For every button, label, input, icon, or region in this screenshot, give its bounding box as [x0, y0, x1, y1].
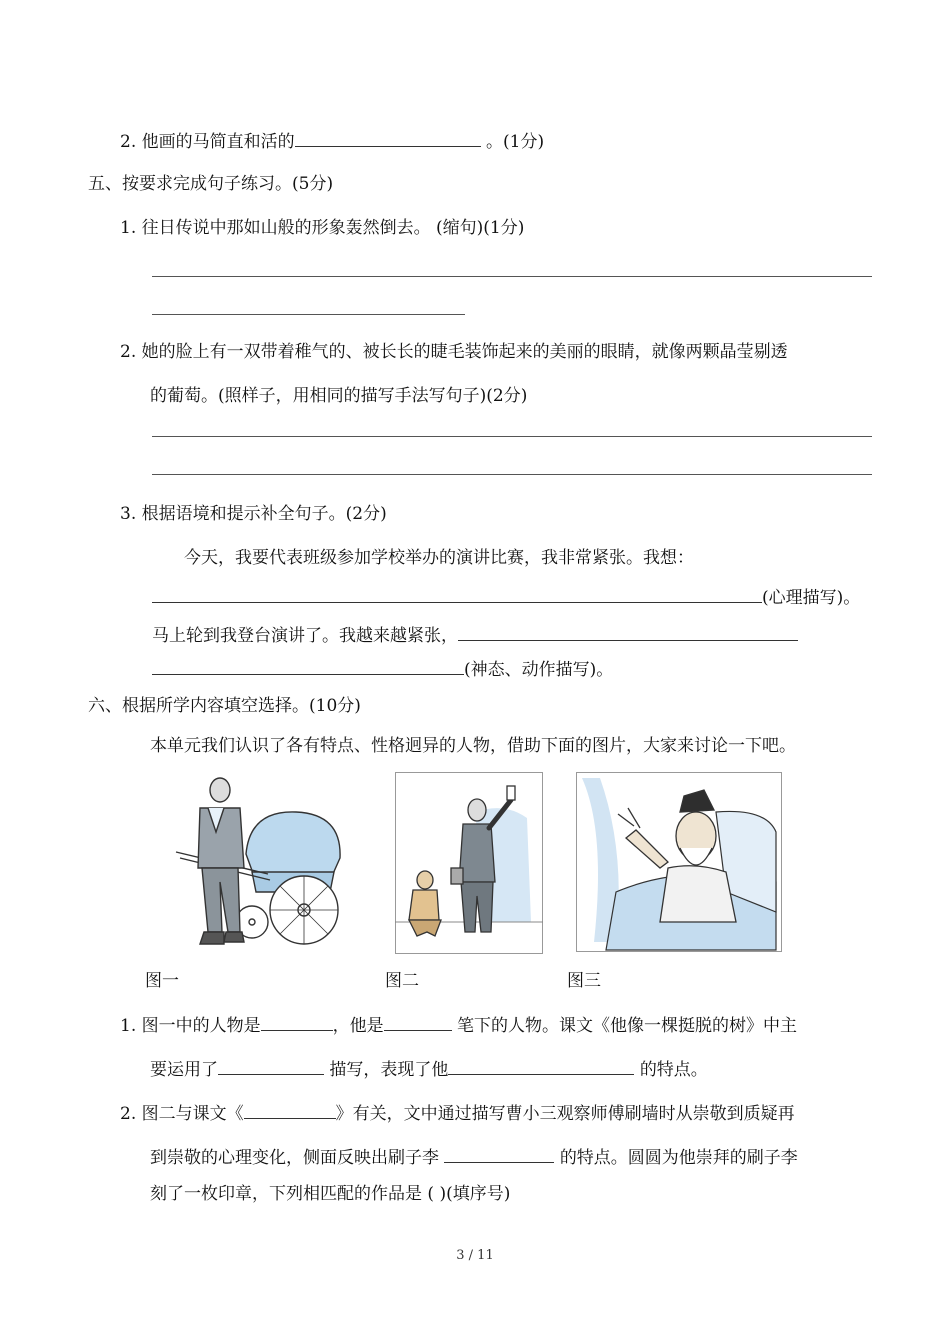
figure-1-rickshaw-image [172, 772, 344, 952]
s6-q2-line1 [120, 1100, 795, 1126]
s5-q3-line3 [152, 656, 613, 682]
s6-q2-line3: 刻了一枚印章，下列相匹配的作品是 ( )(填序号) [150, 1184, 511, 1204]
answer-line[interactable] [152, 314, 465, 315]
answer-blank[interactable] [384, 1012, 452, 1031]
s4-q2-text: 2. 他画的马简直和活的 [120, 132, 295, 152]
answer-blank[interactable] [458, 622, 798, 641]
s5-q2-line2: 的葡萄。(照样子，用相同的描写手法写句子)(2分) [150, 386, 528, 406]
s4-q2-end: 。(1分) [486, 132, 545, 152]
hint-psych: (心理描写)。 [762, 588, 861, 608]
page-number: 3 / 11 [456, 1248, 494, 1263]
figure-3-caption: 图三 [567, 971, 601, 991]
s6-q2-line2 [150, 1144, 798, 1170]
s5-q3-line2 [152, 622, 798, 648]
s4-q2-line [120, 128, 544, 154]
s6-intro: 本单元我们认识了各有特点、性格迥异的人物，借助下面的图片，大家来讨论一下吧。 [150, 736, 796, 756]
answer-blank[interactable] [152, 584, 762, 603]
s5-q3: 3. 根据语境和提示补全句子。(2分) [120, 504, 387, 524]
s6-q1-c: 笔下的人物。课文《他像一棵挺脱的树》中主 [457, 1016, 798, 1036]
s5-q3-line1 [152, 584, 860, 610]
answer-line[interactable] [152, 276, 872, 277]
s5-q3-context: 今天，我要代表班级参加学校举办的演讲比赛，我非常紧张。我想： [184, 548, 694, 568]
answer-blank[interactable] [448, 1056, 634, 1075]
figure-2-painter-image [395, 772, 543, 954]
section-6-title: 六、根据所学内容填空选择。(10分) [88, 696, 361, 716]
s5-q3-line2-text: 马上轮到我登台演讲了。我越来越紧张， [152, 626, 458, 646]
s6-q2-c: 到崇敬的心理变化，侧面反映出刷子李 [150, 1148, 439, 1168]
s6-q1-line1 [120, 1012, 797, 1038]
answer-line[interactable] [152, 474, 872, 475]
s6-q2-d: 的特点。圆圆为他崇拜的刷子李 [559, 1148, 798, 1168]
answer-blank[interactable] [444, 1144, 554, 1163]
s6-q1-b: ，他是 [332, 1016, 384, 1036]
hint-action: (神态、动作描写)。 [464, 660, 614, 680]
s6-q1-line2 [150, 1056, 708, 1082]
figure-2-caption: 图二 [385, 971, 419, 991]
s6-q1-d: 要运用了 [150, 1060, 218, 1080]
s6-q1-f: 的特点。 [639, 1060, 708, 1080]
section-5-title: 五、按要求完成句子练习。(5分) [88, 174, 334, 194]
s6-q1-e: 描写，表现了他 [329, 1060, 449, 1080]
figure-3-old-man-image [576, 772, 782, 952]
s5-q2-line1: 2. 她的脸上有一双带着稚气的、被长长的睫毛装饰起来的美丽的眼睛，就像两颗晶莹剔透 [120, 342, 788, 362]
answer-blank[interactable] [261, 1012, 333, 1031]
s5-q1: 1. 往日传说中那如山般的形象轰然倒去。 (缩句)(1分) [120, 218, 525, 238]
answer-blank[interactable] [295, 128, 481, 147]
answer-blank[interactable] [152, 656, 464, 675]
s6-q2-b: 》有关，文中通过描写曹小三观察师傅刷墙时从崇敬到质疑再 [335, 1104, 795, 1124]
figure-1-caption: 图一 [145, 971, 179, 991]
s6-q1-a: 1. 图一中的人物是 [120, 1016, 261, 1036]
answer-line[interactable] [152, 436, 872, 437]
answer-blank[interactable] [244, 1100, 336, 1119]
s6-q2-a: 2. 图二与课文《 [120, 1104, 244, 1124]
answer-blank[interactable] [218, 1056, 324, 1075]
